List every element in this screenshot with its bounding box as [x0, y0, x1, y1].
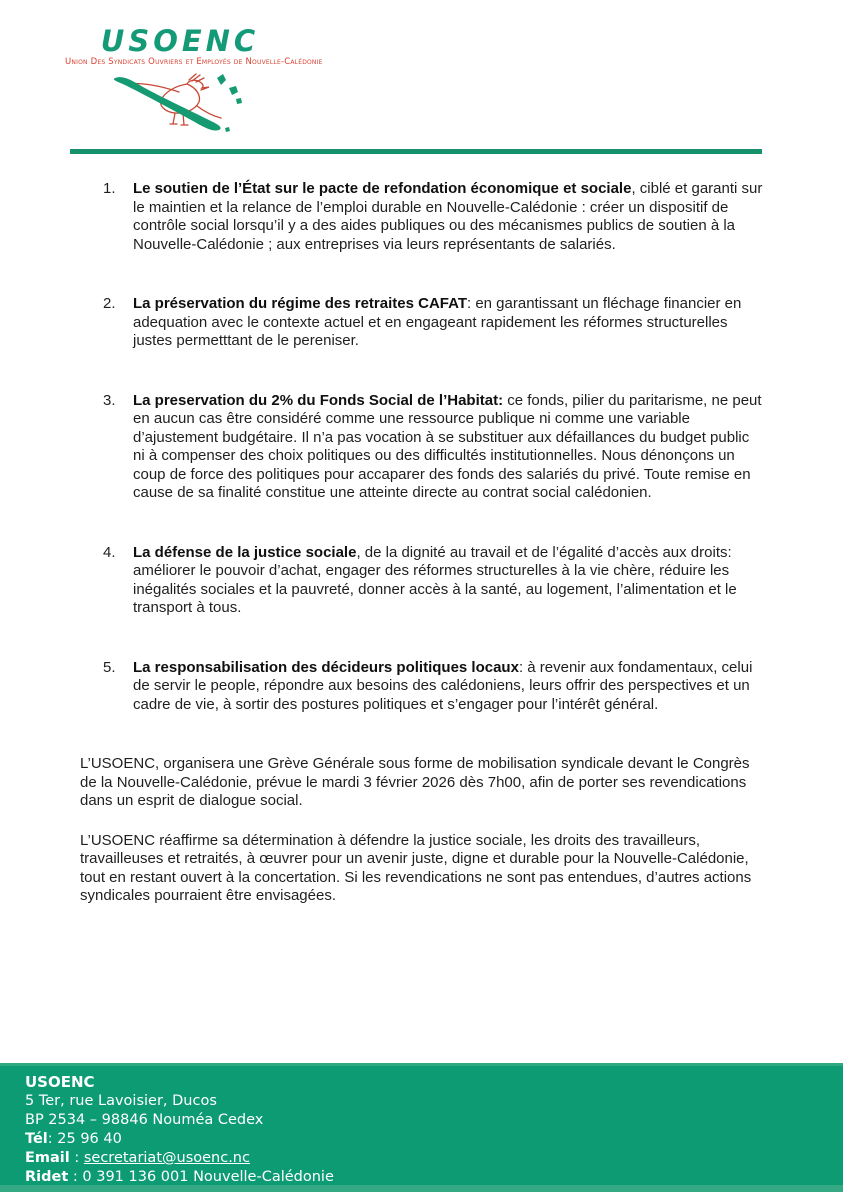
- list-item-number: 1.: [103, 180, 116, 197]
- list-item: [103, 295, 843, 351]
- list-item-rest: ce fonds, pilier du paritarisme, ne peut en aucun cas être considéré comme une ressource publique ni comme une variable d’ajustement budgétaire. Il n’a pas vocation à se substituer aux défaillances du budget public ni à compenser des choix politiques ou des difficultés institutionnelles. Nous dénonçons un coup de force des politiques pour accaparer des fonds des salariés du privé. Toute remise en cause de sa finalité constitue une atteinte directe au contrat social calédonien.: [133, 391, 762, 501]
- list-item-text: [133, 659, 763, 715]
- list-item-lead: Le soutien de l’État sur le pacte de refondation économique et sociale: [133, 180, 632, 197]
- cagou-bird-icon: [127, 74, 221, 125]
- list-item-rest: , ciblé et garanti sur le maintien et la relance de l’emploi durable en Nouvelle-Calédonie : créer un dispositif de contrôle social lorsqu’il y a des aides publiques ou des mécanismes publics de soutien à la Nouvelle-Calédonie ; aux entreprises via leurs représentants de salariés.: [133, 180, 763, 253]
- header-divider: [70, 149, 762, 154]
- demands-list: [0, 180, 843, 714]
- footer-address-line2: BP 2534 – 98846 Nouméa Cedex: [25, 1112, 264, 1128]
- email-separator: :: [69, 1150, 84, 1166]
- phone-label: Tél: [25, 1131, 48, 1147]
- list-item-text: [133, 180, 763, 254]
- footer-email-line: [25, 1149, 843, 1168]
- email-link[interactable]: secretariat@usoenc.nc: [83, 1150, 250, 1166]
- list-item: [103, 659, 843, 715]
- list-item-number: 3.: [103, 391, 116, 409]
- phone-value: : 25 96 40: [47, 1131, 122, 1147]
- closing-paragraphs: [0, 755, 843, 906]
- list-item-number: 5.: [103, 658, 116, 676]
- usoenc-logo-graphic: [101, 71, 271, 135]
- footer: [0, 1063, 843, 1192]
- email-label: Email: [25, 1150, 70, 1166]
- paragraph-greve-generale: L’USOENC, organisera une Grève Générale sous forme de mobilisation syndicale devant le Congrès de la Nouvelle-Calédonie, prévue le mardi 3 février 2026 dès 7h00, afin de porter ses revendications dans un esprit de dialogue social.: [80, 755, 750, 809]
- footer-address-line1: 5 Ter, rue Lavoisier, Ducos: [25, 1093, 217, 1109]
- new-caledonia-map-icon: [114, 74, 242, 132]
- list-item-text: [133, 392, 763, 503]
- list-item-lead: La preservation du 2% du Fonds Social de l’Habitat:: [133, 391, 504, 409]
- list-item-rest: , de la dignité au travail et de l’égalité d’accès aux droits: améliorer le pouvoir d’achat, engager des réformes structurelles à la vie chère, réduire les inégalités sociales et la pauvreté, donner accès à la santé, au logement, l’alimentation et le transport à tous.: [133, 543, 737, 616]
- list-item-rest: : à revenir aux fondamentaux, celui de servir le people, répondre aux besoins des calédoniens, leurs offrir des perspectives et un cadre de vie, à sortir des postures politiques et s’engager pour l’intérêt général.: [133, 658, 753, 713]
- list-item-text: [133, 544, 763, 618]
- list-item-lead: La défense de la justice sociale: [133, 543, 357, 561]
- footer-org-name: USOENC: [25, 1073, 95, 1091]
- letterhead: [0, 26, 843, 154]
- list-item-text: [133, 295, 763, 351]
- list-item-lead: La préservation du régime des retraites CAFAT: [133, 295, 467, 312]
- list-item-number: 2.: [103, 295, 116, 312]
- ridet-label: Ridet: [25, 1169, 69, 1185]
- footer-ridet-line: [25, 1168, 843, 1187]
- list-item: [103, 544, 843, 618]
- logo-subtitle: Union Des Syndicats Ouvriers et Employés de Nouvelle-Calédonie: [65, 57, 323, 67]
- document-body: [0, 180, 843, 906]
- list-item: [103, 392, 843, 503]
- list-item-rest: : en garantissant un fléchage financier en adequation avec le contexte actuel et en engageant rapidement les réformes structurelles justes permetttant de le pereniser.: [133, 295, 742, 349]
- footer-phone-line: [25, 1130, 843, 1149]
- list-item-number: 4.: [103, 543, 116, 561]
- usoenc-logo: [65, 24, 323, 135]
- list-item-lead: La responsabilisation des décideurs politiques locaux: [133, 658, 519, 676]
- ridet-value: : 0 391 136 001 Nouvelle-Calédonie: [68, 1169, 334, 1185]
- list-item: [103, 180, 843, 254]
- paragraph-determination: L’USOENC réaffirme sa détermination à défendre la justice sociale, les droits des travailleurs, travailleuses et retraités, à œuvrer pour un avenir juste, digne et durable pour la Nouvelle-Calédonie, tout en restant ouvert à la concertation. Si les revendications ne sont pas entendues, d’autres actions syndicales pourraient être envisagées.: [80, 831, 752, 904]
- logo-title: USOENC: [100, 24, 260, 58]
